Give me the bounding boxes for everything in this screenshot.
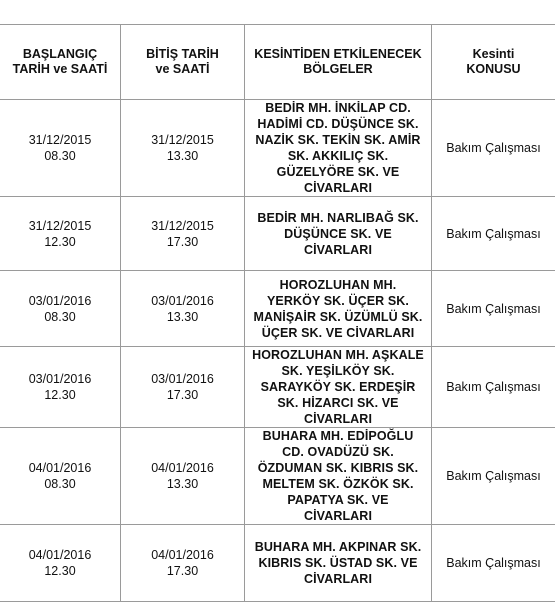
table-row	[0, 428, 555, 525]
start-time: 08.30	[4, 148, 116, 164]
start-date: 04/01/2016	[4, 547, 116, 563]
region-line: ÖZDUMAN SK. KIBRIS SK.	[249, 460, 427, 476]
regions-cell	[245, 347, 432, 428]
region-line: SK. YEŞİLKÖY SK.	[249, 363, 427, 379]
topic-cell: Bakım Çalışması	[432, 525, 555, 602]
region-line: HADİMİ CD. DÜŞÜNCE SK.	[249, 116, 427, 132]
start-time: 08.30	[4, 476, 116, 492]
region-line: CD. OVADÜZÜ SK.	[249, 444, 427, 460]
region-line: PAPATYA SK. VE	[249, 492, 427, 508]
region-line: DÜŞÜNCE SK. VE	[249, 226, 427, 242]
start-time: 12.30	[4, 387, 116, 403]
end-cell	[121, 525, 245, 602]
table-row	[0, 271, 555, 347]
region-line: GÜZELYÖRE SK. VE	[249, 164, 427, 180]
region-line: CİVARLARI	[249, 571, 427, 587]
end-time: 17.30	[125, 234, 240, 250]
header-topic-line: KONUSU	[436, 62, 551, 77]
start-cell	[0, 428, 121, 525]
topic-cell: Bakım Çalışması	[432, 197, 555, 271]
end-cell	[121, 271, 245, 347]
header-end-line: BİTİŞ TARİH	[125, 47, 240, 62]
end-cell	[121, 197, 245, 271]
end-time: 13.30	[125, 148, 240, 164]
end-date: 03/01/2016	[125, 293, 240, 309]
header-end-line: ve SAATİ	[125, 62, 240, 77]
region-line: SK. AKKILIÇ SK.	[249, 148, 427, 164]
end-date: 31/12/2015	[125, 218, 240, 234]
start-date: 31/12/2015	[4, 218, 116, 234]
start-cell	[0, 197, 121, 271]
regions-cell	[245, 100, 432, 197]
end-time: 13.30	[125, 309, 240, 325]
region-line: MANİŞAİR SK. ÜZÜMLÜ SK.	[249, 309, 427, 325]
header-topic-line: Kesinti	[436, 47, 551, 62]
end-date: 03/01/2016	[125, 371, 240, 387]
region-line: SARAYKÖY SK. ERDEŞİR	[249, 379, 427, 395]
end-date: 04/01/2016	[125, 460, 240, 476]
region-line: NAZİK SK. TEKİN SK. AMİR	[249, 132, 427, 148]
header-start-line: TARİH ve SAATİ	[4, 62, 116, 77]
outage-table	[0, 24, 555, 602]
start-date: 04/01/2016	[4, 460, 116, 476]
region-line: KIBRIS SK. ÜSTAD SK. VE	[249, 555, 427, 571]
header-regions-line: BÖLGELER	[249, 62, 427, 77]
regions-cell	[245, 197, 432, 271]
region-line: YERKÖY SK. ÜÇER SK.	[249, 293, 427, 309]
header-regions	[245, 25, 432, 100]
table-row	[0, 525, 555, 602]
regions-cell	[245, 428, 432, 525]
region-line: BEDİR MH. İNKİLAP CD.	[249, 100, 427, 116]
region-line: BEDİR MH. NARLIBAĞ SK.	[249, 210, 427, 226]
table-row	[0, 347, 555, 428]
region-line: SK. HİZARCI SK. VE	[249, 395, 427, 411]
start-date: 03/01/2016	[4, 293, 116, 309]
region-line: CİVARLARI	[249, 242, 427, 258]
region-line: HOROZLUHAN MH.	[249, 277, 427, 293]
header-row	[0, 25, 555, 100]
header-end	[121, 25, 245, 100]
start-time: 08.30	[4, 309, 116, 325]
end-cell	[121, 100, 245, 197]
topic-cell: Bakım Çalışması	[432, 347, 555, 428]
region-line: HOROZLUHAN MH. AŞKALE	[249, 347, 427, 363]
end-cell	[121, 428, 245, 525]
start-date: 31/12/2015	[4, 132, 116, 148]
start-time: 12.30	[4, 234, 116, 250]
header-start	[0, 25, 121, 100]
region-line: BUHARA MH. EDİPOĞLU	[249, 428, 427, 444]
region-line: ÜÇER SK. VE CİVARLARI	[249, 325, 427, 341]
header-start-line: BAŞLANGIÇ	[4, 47, 116, 62]
end-cell	[121, 347, 245, 428]
start-cell	[0, 525, 121, 602]
end-time: 17.30	[125, 563, 240, 579]
end-date: 04/01/2016	[125, 547, 240, 563]
regions-cell	[245, 525, 432, 602]
end-date: 31/12/2015	[125, 132, 240, 148]
table-row	[0, 100, 555, 197]
regions-cell	[245, 271, 432, 347]
topic-cell: Bakım Çalışması	[432, 428, 555, 525]
region-line: CİVARLARI	[249, 508, 427, 524]
start-date: 03/01/2016	[4, 371, 116, 387]
header-regions-line: KESİNTİDEN ETKİLENECEK	[249, 47, 427, 62]
region-line: MELTEM SK. ÖZKÖK SK.	[249, 476, 427, 492]
end-time: 17.30	[125, 387, 240, 403]
start-cell	[0, 271, 121, 347]
topic-cell: Bakım Çalışması	[432, 271, 555, 347]
start-time: 12.30	[4, 563, 116, 579]
region-line: BUHARA MH. AKPINAR SK.	[249, 539, 427, 555]
start-cell	[0, 100, 121, 197]
region-line: CİVARLARI	[249, 411, 427, 427]
table-row	[0, 197, 555, 271]
start-cell	[0, 347, 121, 428]
region-line: CİVARLARI	[249, 180, 427, 196]
topic-cell: Bakım Çalışması	[432, 100, 555, 197]
end-time: 13.30	[125, 476, 240, 492]
header-topic	[432, 25, 555, 100]
